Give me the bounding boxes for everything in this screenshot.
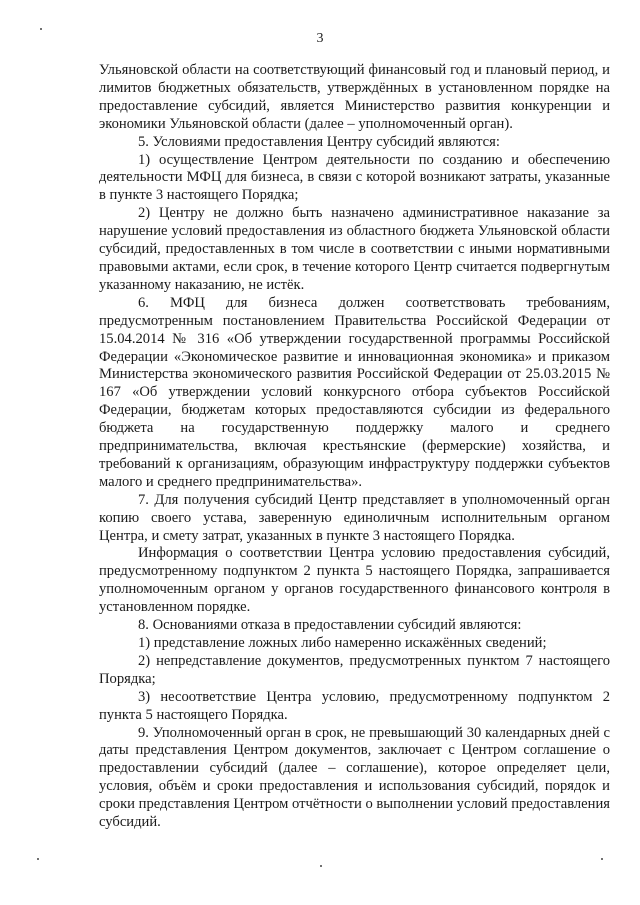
paragraph-clause-8: 8. Основаниями отказа в предоставлении субсидий являются: (138, 617, 522, 634)
scan-speck (320, 865, 322, 867)
paragraph-clause-9: 9. Уполномоченный орган в срок, не превышающий 30 календарных дней с даты представления Центром документов, заключает с Центром соглашение о предоставлении субсидий (далее – соглашение), которое определяет цели, условия, объём и сроки предоставления и использования субсидий, порядок и сроки представления Центром отчётности о выполнении условий предоставления субсидий. (99, 724, 610, 831)
paragraph-clause-8-1: 1) представление ложных либо намеренно искажённых сведений; (138, 635, 547, 651)
paragraph-clause-5-2: 2) Центру не должно быть назначено административное наказание за нарушение условий предоставления из областного бюджета Ульяновской области субсидий, предоставленных в том числе в соответствии с иными нормативными правовыми актами, если срок, в течение которого Центр считается подвергнутым указанному наказанию, не истёк. (99, 205, 610, 293)
paragraph-clause-6: 6. МФЦ для бизнеса должен соответствовать требованиям, предусмотренным постановлением Правительства Российской Федерации от 15.04.2014 № 316 «Об утверждении государственной программы Российской Федерации «Экономическое развитие и инновационная экономика» и приказом Министерства экономического развития Российской Федерации от 25.03.2015 № 167 «Об утверждении условий конкурсного отбора субъектов Российской Федерации, бюджетам которых предоставляются субсидии из федерального бюджета на государственную поддержку малого и среднего предпринимательства, включая крестьянские (фермерские) хозяйства, и требований к организациям, образующим инфраструктуру поддержки субъектов малого и среднего предпринимательства». (99, 294, 610, 490)
paragraph-clause-5-1: 1) осуществление Центром деятельности по созданию и обеспечению деятельности МФЦ для бизнеса, в связи с которой возникают затраты, указанные в пункте 3 настоящего Порядка; (99, 151, 610, 204)
paragraph-information: Информация о соответствии Центра условию предоставления субсидий, предусмотренному подпунктом 2 пункта 5 настоящего Порядка, запрашивается уполномоченным органом у органов государственного финансового контроля в установленном порядке. (99, 545, 610, 616)
paragraph-clause-8-3: 3) несоответствие Центра условию, предусмотренному подпунктом 2 пункта 5 настоящего Порядка. (99, 688, 610, 723)
paragraph-clause-5: 5. Условиями предоставления Центру субсидий являются: (138, 133, 500, 150)
scan-speck (37, 858, 39, 860)
page-number: 3 (316, 31, 324, 46)
document-body (99, 62, 610, 832)
scan-speck (40, 28, 42, 30)
scan-speck (601, 858, 603, 860)
paragraph-clause-7: 7. Для получения субсидий Центр представляет в уполномоченный орган копию своего устава, заверенную единоличным исполнительным органом Центра, и смету затрат, указанных в пункте 3 настоящего Порядка. (99, 491, 610, 544)
paragraph-clause-8-2: 2) непредставление документов, предусмотренных пунктом 7 настоящего Порядка; (99, 652, 610, 687)
paragraph-continuation: Ульяновской области на соответствующий финансовый год и плановый период, и лимитов бюджетных обязательств, утверждённых в установленном порядке на предоставление субсидий, является Министерство развития конкуренции и экономики Ульяновской области (далее – уполномоченный орган). (99, 62, 610, 132)
